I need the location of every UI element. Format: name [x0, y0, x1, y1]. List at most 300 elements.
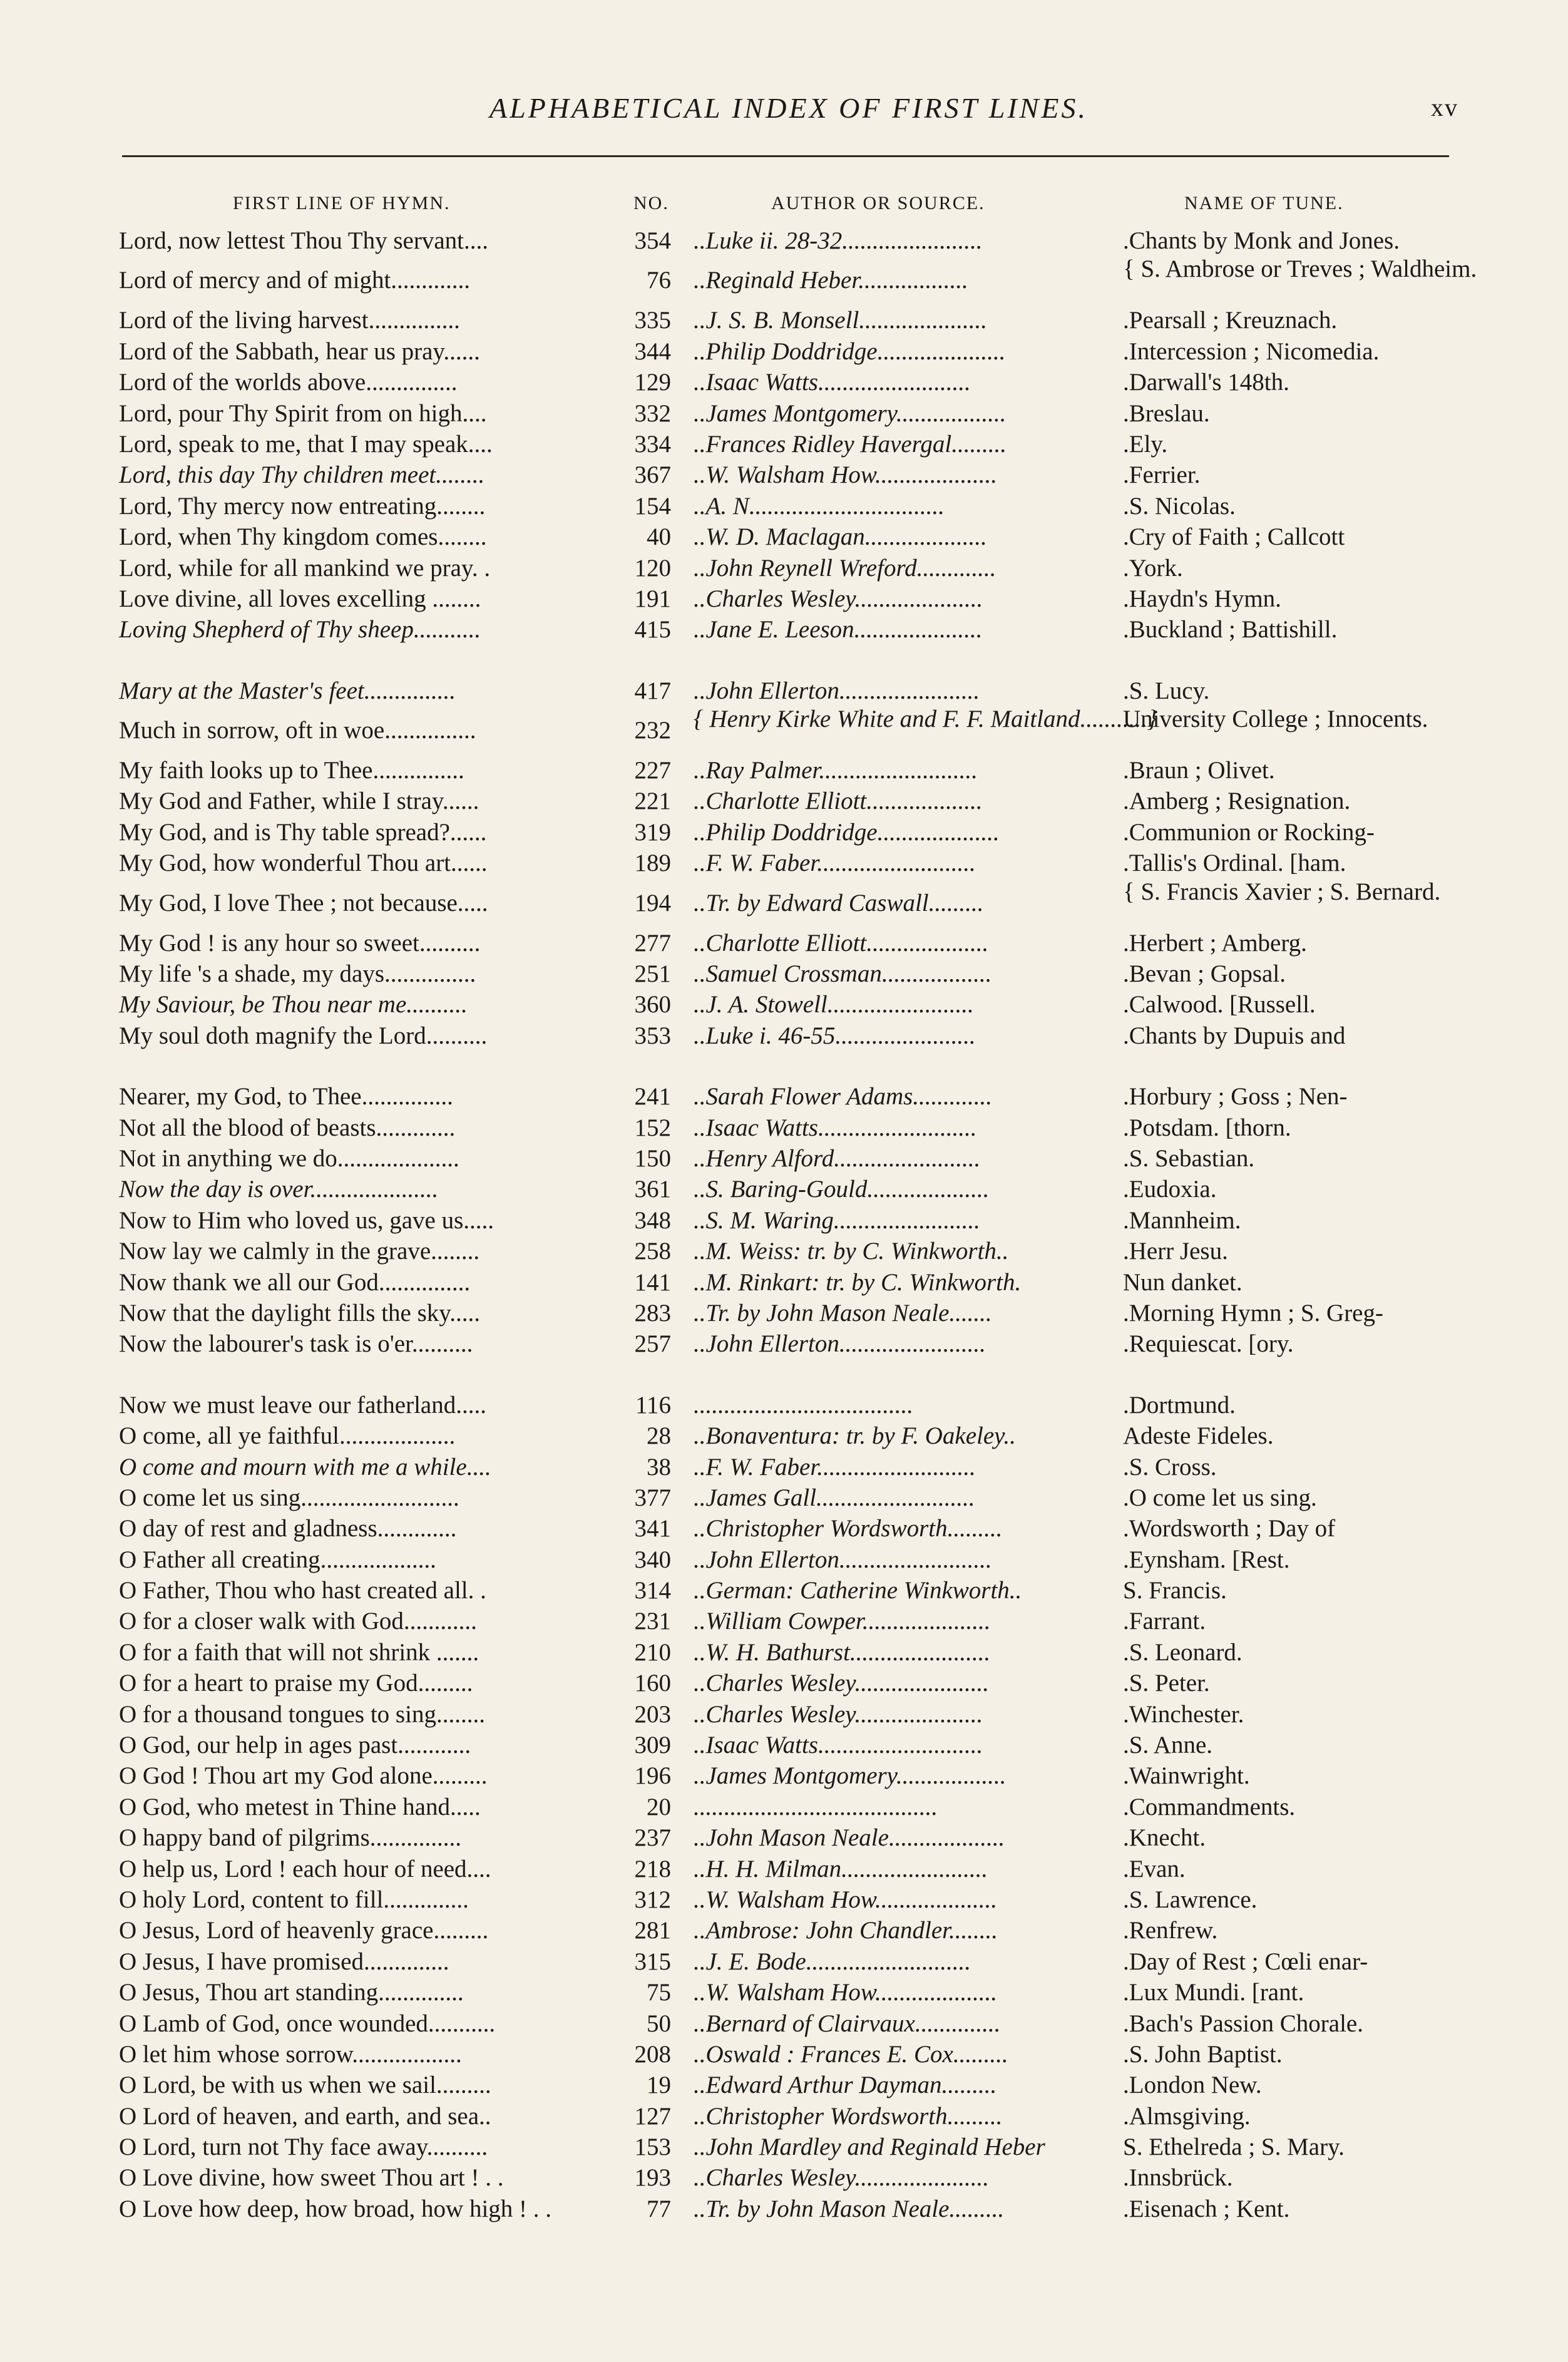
index-entry [0, 1730, 1568, 1760]
index-entry [0, 1792, 1568, 1822]
index-entry [0, 1298, 1568, 1328]
tune-name: .S. Lawrence. [1123, 1886, 1258, 1913]
hymn-number: 367 [634, 461, 671, 489]
tune-name: .Morning Hymn ; S. Greg- [1123, 1299, 1383, 1327]
author-source: ..Charles Wesley...................... [694, 2164, 989, 2192]
first-line-text: Lord, while for all mankind we pray. . [119, 554, 491, 582]
author-source: ..Philip Doddridge.................... [694, 818, 1000, 846]
first-line-text: Now to Him who loved us, gave us..... [119, 1206, 494, 1234]
index-entry [0, 1420, 1568, 1451]
author-source: ..German: Catherine Winkworth.. [694, 1577, 1022, 1605]
index-entry [0, 1760, 1568, 1791]
tune-name: .Chants by Dupuis and [1123, 1022, 1346, 1049]
author-source: ..W. Walsham How.................... [694, 1886, 998, 1913]
tune-name: .Winchester. [1123, 1700, 1244, 1728]
tune-name: .Horbury ; Goss ; Nen- [1123, 1083, 1348, 1111]
author-source: ..John Ellerton........................ [694, 1330, 986, 1358]
author-source: ..Bonaventura: tr. by F. Oakeley.. [694, 1422, 1016, 1450]
index-entries [0, 225, 1568, 2224]
index-entry [0, 1699, 1568, 1730]
index-entry [0, 2132, 1568, 2162]
first-line-text: My God and Father, while I stray...... [119, 788, 479, 815]
author-source: ..Ambrose: John Chandler........ [694, 1917, 998, 1944]
index-entry [0, 1977, 1568, 2008]
first-line-text: My life 's a shade, my days............... [119, 960, 476, 988]
author-source: ..Jane E. Leeson..................... [694, 616, 983, 644]
tune-name: { S. Francis Xavier ; S. Bernard. [1123, 878, 1441, 905]
index-entry [0, 1854, 1568, 1884]
first-line-text: Nearer, my God, to Thee............... [119, 1083, 453, 1111]
first-line-text: O let him whose sorrow.................. [119, 2040, 462, 2068]
column-header-author: AUTHOR OR SOURCE. [771, 193, 985, 213]
hymn-number: 153 [634, 2134, 671, 2161]
first-line-text: Lord of the living harvest............... [119, 307, 460, 334]
tune-name: .Ferrier. [1123, 461, 1201, 489]
first-line-text: O day of rest and gladness............. [119, 1515, 457, 1543]
index-entry [0, 2101, 1568, 2132]
author-source: ..John Ellerton......................... [694, 1546, 992, 1573]
index-entry [0, 928, 1568, 958]
index-entry [0, 614, 1568, 645]
author-source: ..Philip Doddridge..................... [694, 337, 1006, 365]
author-source: ..John Mason Neale................... [694, 1824, 1005, 1852]
index-entry [0, 2162, 1568, 2193]
tune-name: S. Francis. [1123, 1577, 1227, 1605]
index-entry [0, 336, 1568, 367]
index-entry [0, 1236, 1568, 1266]
hymn-number: 28 [647, 1422, 671, 1450]
author-source: ..Bernard of Clairvaux.............. [694, 2010, 1001, 2037]
index-entry [0, 989, 1568, 1020]
author-source: .................................... [694, 1391, 913, 1419]
first-line-text: My God ! is any hour so sweet.......... [119, 929, 481, 957]
first-line-text: My God, how wonderful Thou art...... [119, 850, 488, 877]
author-source: ..James Montgomery.................. [694, 1762, 1007, 1790]
column-header-first-line: FIRST LINE OF HYMN. [233, 193, 451, 213]
hymn-number: 210 [634, 1638, 671, 1666]
author-source: ..Frances Ridley Havergal......... [694, 430, 1007, 458]
tune-name: .S. John Baptist. [1123, 2040, 1283, 2068]
hymn-number: 312 [634, 1886, 671, 1913]
tune-name: .S. Cross. [1123, 1453, 1217, 1481]
first-line-text: Lord, speak to me, that I may speak.... [119, 430, 493, 458]
index-entry [0, 521, 1568, 552]
hymn-number: 348 [634, 1206, 671, 1234]
first-line-text: Much in sorrow, oft in woe............... [119, 717, 476, 744]
hymn-number: 314 [634, 1577, 671, 1605]
index-entry [0, 1328, 1568, 1359]
tune-name: .Potsdam. [thorn. [1123, 1114, 1291, 1141]
hymn-number: 257 [634, 1330, 671, 1358]
author-source: ..Charlotte Elliott.................... [694, 929, 989, 957]
author-source: ..Reginald Heber.................. [694, 267, 968, 294]
first-line-text: O Jesus, Lord of heavenly grace......... [119, 1917, 489, 1944]
index-entry [0, 1143, 1568, 1174]
author-source: ..S. M. Waring........................ [694, 1206, 980, 1234]
author-source: ..Charles Wesley...................... [694, 1670, 989, 1697]
hymn-number: 193 [634, 2164, 671, 2192]
hymn-number: 315 [634, 1948, 671, 1975]
index-entry [0, 225, 1568, 256]
tune-name: .Amberg ; Resignation. [1123, 788, 1351, 815]
tune-name: .Commandments. [1123, 1793, 1296, 1820]
first-line-text: O for a thousand tongues to sing........ [119, 1700, 485, 1728]
first-line-text: O Love how deep, how broad, how high ! . . [119, 2195, 552, 2222]
page-title: ALPHABETICAL INDEX OF FIRST LINES. [489, 92, 1088, 124]
author-source: ..Oswald : Frances E. Cox......... [694, 2040, 1008, 2068]
tune-name: .O come let us sing. [1123, 1484, 1317, 1511]
index-entry [0, 1174, 1568, 1204]
index-entry [0, 675, 1568, 706]
hymn-number: 341 [634, 1515, 671, 1543]
first-line-text: O for a closer walk with God............ [119, 1608, 477, 1635]
first-line-text: My soul doth magnify the Lord.......... [119, 1022, 488, 1049]
tune-name: .Pearsall ; Kreuznach. [1123, 307, 1338, 334]
first-line-text: Lord, this day Thy children meet........ [119, 461, 485, 489]
tune-name: Nun danket. [1123, 1268, 1243, 1296]
tune-name: .Wainwright. [1123, 1762, 1250, 1790]
first-line-text: Now thank we all our God............... [119, 1268, 471, 1296]
index-entry [0, 2070, 1568, 2100]
first-line-text: Lord, when Thy kingdom comes........ [119, 523, 487, 551]
index-entry [0, 1884, 1568, 1915]
index-entry [0, 1513, 1568, 1544]
hymn-number: 227 [634, 757, 671, 784]
first-line-text: O Father all creating................... [119, 1546, 436, 1573]
index-entry [0, 958, 1568, 989]
first-line-text: Lord, Thy mercy now entreating........ [119, 492, 486, 520]
author-source: ..W. Walsham How.................... [694, 1979, 998, 2006]
tune-name: .Eudoxia. [1123, 1176, 1217, 1203]
index-entry [0, 848, 1568, 878]
first-line-text: Lord, now lettest Thou Thy servant.... [119, 227, 488, 254]
first-line-text: O Lord, be with us when we sail......... [119, 2072, 491, 2099]
first-line-text: O for a faith that will not shrink ....... [119, 1638, 479, 1666]
tune-name: .Breslau. [1123, 399, 1210, 427]
index-entry [0, 1112, 1568, 1143]
hymn-number: 354 [634, 227, 671, 254]
index-entry [0, 1482, 1568, 1513]
author-source: ..John Reynell Wreford............. [694, 554, 997, 582]
hymn-number: 417 [634, 677, 671, 704]
hymn-number: 191 [634, 585, 671, 612]
tune-name: .Darwall's 148th. [1123, 369, 1289, 396]
hymn-number: 127 [634, 2102, 671, 2130]
tune-name: University College ; Innocents. [1123, 706, 1428, 733]
hymn-number: 221 [634, 788, 671, 815]
tune-name: .Almsgiving. [1123, 2102, 1251, 2130]
author-source: ..James Montgomery.................. [694, 399, 1007, 427]
tune-name: .Innsbrück. [1123, 2164, 1233, 2192]
first-line-text: O God ! Thou art my God alone......... [119, 1762, 488, 1790]
author-source: ..F. W. Faber.......................... [694, 1453, 976, 1481]
index-entry [0, 491, 1568, 521]
first-line-text: My God, and is Thy table spread?...... [119, 818, 487, 846]
hymn-number: 75 [647, 1979, 671, 2006]
tune-name: .Evan. [1123, 1855, 1186, 1882]
index-entry [0, 1606, 1568, 1636]
index-entry [0, 1822, 1568, 1853]
first-line-text: Not all the blood of beasts............. [119, 1114, 456, 1141]
tune-name: .London New. [1123, 2072, 1262, 2099]
tune-name: { S. Ambrose or Treves ; Waldheim. [1123, 255, 1477, 283]
first-line-text: Loving Shepherd of Thy sheep........... [119, 616, 481, 644]
tune-name: .Braun ; Olivet. [1123, 757, 1275, 784]
tune-name: .S. Peter. [1123, 1670, 1210, 1697]
hymn-number: 237 [634, 1824, 671, 1852]
hymn-number: 116 [635, 1391, 671, 1419]
first-line-text: Now the labourer's task is o'er.......... [119, 1330, 473, 1358]
author-source: { Henry Kirke White and F. F. Maitland...........} [694, 706, 1157, 733]
tune-name: Adeste Fideles. [1123, 1422, 1274, 1450]
index-entry [0, 1081, 1568, 1112]
hymn-number: 129 [634, 369, 671, 396]
first-line-text: O Jesus, I have promised.............. [119, 1948, 449, 1975]
first-line-text: O Lord, turn not Thy face away.......... [119, 2134, 488, 2161]
author-source: ..J. A. Stowell........................ [694, 991, 974, 1019]
first-line-text: O holy Lord, content to fill.............. [119, 1886, 469, 1913]
first-line-text: Now we must leave our fatherland..... [119, 1391, 486, 1419]
tune-name: .Chants by Monk and Jones. [1123, 227, 1400, 254]
author-source: ..John Ellerton....................... [694, 677, 980, 704]
author-source: ..J. S. B. Monsell..................... [694, 307, 988, 334]
first-line-text: O come, all ye faithful................... [119, 1422, 456, 1450]
first-line-text: O Father, Thou who hast created all. . [119, 1577, 486, 1605]
tune-name: .S. Nicolas. [1123, 492, 1236, 520]
first-line-text: O Love divine, how sweet Thou art ! . . [119, 2164, 504, 2192]
hymn-number: 150 [634, 1144, 671, 1172]
index-entry [0, 583, 1568, 614]
author-source: ..Tr. by John Mason Neale......... [694, 2195, 1005, 2222]
index-entry [0, 1575, 1568, 1606]
column-header-number: NO. [633, 193, 669, 213]
hymn-number: 377 [634, 1484, 671, 1511]
first-line-text: Mary at the Master's feet............... [119, 677, 456, 704]
index-entry [0, 1668, 1568, 1698]
tune-name: .Farrant. [1123, 1608, 1206, 1635]
index-entry [0, 786, 1568, 816]
index-entry [0, 1267, 1568, 1298]
author-source: ..William Cowper..................... [694, 1608, 991, 1635]
tune-name: .Tallis's Ordinal. [ham. [1123, 850, 1346, 877]
hymn-number: 120 [634, 554, 671, 582]
first-line-text: O come and mourn with me a while.... [119, 1453, 491, 1481]
index-entry [0, 1637, 1568, 1668]
index-entry [0, 398, 1568, 429]
hymn-number: 203 [634, 1700, 671, 1728]
tune-name: .Bach's Passion Chorale. [1123, 2010, 1363, 2037]
tune-name: .S. Sebastian. [1123, 1144, 1255, 1172]
tune-name: .Communion or Rocking- [1123, 818, 1375, 846]
tune-name: .S. Lucy. [1123, 677, 1210, 704]
author-source: ..H. H. Milman........................ [694, 1855, 988, 1882]
tune-name: .S. Leonard. [1123, 1638, 1243, 1666]
column-header-tune: NAME OF TUNE. [1184, 193, 1344, 213]
hymn-number: 141 [634, 1268, 671, 1296]
tune-name: .Day of Rest ; Cœli enar- [1123, 1948, 1368, 1975]
tune-name: .Lux Mundi. [rant. [1123, 1979, 1304, 2006]
tune-name: .Wordsworth ; Day of [1123, 1515, 1336, 1543]
author-source: ..Isaac Watts........................... [694, 1732, 983, 1759]
hymn-number: 340 [634, 1546, 671, 1573]
author-source: ..Charlotte Elliott................... [694, 788, 983, 815]
hymn-number: 344 [634, 337, 671, 365]
column-headers [0, 193, 1568, 218]
hymn-number: 309 [634, 1732, 671, 1759]
author-source: ..Sarah Flower Adams............. [694, 1083, 993, 1111]
tune-name: .Herbert ; Amberg. [1123, 929, 1307, 957]
hymn-number: 38 [647, 1453, 671, 1481]
first-line-text: Lord of the Sabbath, hear us pray...... [119, 337, 480, 365]
first-line-text: O Lamb of God, once wounded........... [119, 2010, 496, 2037]
tune-name: .Bevan ; Gopsal. [1123, 960, 1286, 988]
index-entry [0, 429, 1568, 460]
index-entry [0, 553, 1568, 583]
first-line-text: O help us, Lord ! each hour of need.... [119, 1855, 491, 1882]
index-entry [0, 706, 1568, 755]
hymn-number: 335 [634, 307, 671, 334]
hymn-number: 334 [634, 430, 671, 458]
hymn-number: 77 [647, 2195, 671, 2222]
tune-name: .Intercession ; Nicomedia. [1123, 337, 1380, 365]
tune-name: .S. Anne. [1123, 1732, 1213, 1759]
index-entry [0, 367, 1568, 398]
author-source: ..Edward Arthur Dayman......... [694, 2072, 997, 2099]
hymn-number: 281 [634, 1917, 671, 1944]
hymn-number: 251 [634, 960, 671, 988]
author-source: ..Tr. by John Mason Neale....... [694, 1299, 992, 1327]
hymn-number: 40 [647, 523, 671, 551]
author-source: ..James Gall.......................... [694, 1484, 975, 1511]
author-source: ..John Mardley and Reginald Heber [694, 2134, 1045, 2161]
first-line-text: My Saviour, be Thou near me.......... [119, 991, 468, 1019]
author-source: ..Tr. by Edward Caswall......... [694, 889, 984, 917]
hymn-number: 218 [634, 1855, 671, 1882]
first-line-text: Love divine, all loves excelling ........ [119, 585, 481, 612]
author-source: ..Ray Palmer.......................... [694, 757, 978, 784]
tune-name: S. Ethelreda ; S. Mary. [1123, 2134, 1345, 2161]
author-source: ..A. N................................ [694, 492, 945, 520]
tune-name: .Calwood. [Russell. [1123, 991, 1316, 1019]
hymn-number: 231 [634, 1608, 671, 1635]
hymn-number: 241 [634, 1083, 671, 1111]
hymn-number: 154 [634, 492, 671, 520]
author-source: ..W. D. Maclagan.................... [694, 523, 987, 551]
author-source: ..W. H. Bathurst....................... [694, 1638, 991, 1666]
first-line-text: Not in anything we do.................... [119, 1144, 459, 1172]
tune-name: .Cry of Faith ; Callcott [1123, 523, 1345, 551]
index-entry [0, 256, 1568, 305]
tune-name: .Knecht. [1123, 1824, 1206, 1852]
first-line-text: My God, I love Thee ; not because..... [119, 889, 488, 917]
first-line-text: Lord, pour Thy Spirit from on high.... [119, 399, 487, 427]
author-source: ..Christopher Wordsworth......... [694, 1515, 1003, 1543]
author-source: ........................................ [694, 1793, 938, 1820]
index-entry [0, 1544, 1568, 1575]
author-source: ..J. E. Bode........................... [694, 1948, 971, 1975]
hymn-number: 76 [647, 267, 671, 294]
first-line-text: Lord of mercy and of might............. [119, 267, 471, 294]
hymn-number: 160 [634, 1670, 671, 1697]
first-line-text: Lord of the worlds above............... [119, 369, 458, 396]
index-entry [0, 817, 1568, 848]
first-line-text: O for a heart to praise my God......... [119, 1670, 473, 1697]
author-source: ..Henry Alford........................ [694, 1144, 981, 1172]
hymn-number: 319 [634, 818, 671, 846]
first-line-text: O Lord of heaven, and earth, and sea.. [119, 2102, 491, 2130]
author-source: ..F. W. Faber.......................... [694, 850, 976, 877]
hymn-number: 20 [647, 1793, 671, 1820]
tune-name: .Herr Jesu. [1123, 1238, 1228, 1265]
index-entry [0, 755, 1568, 786]
hymn-number: 353 [634, 1022, 671, 1049]
first-line-text: Now the day is over..................... [119, 1176, 439, 1203]
first-line-text: My faith looks up to Thee............... [119, 757, 464, 784]
hymn-number: 283 [634, 1299, 671, 1327]
index-entry [0, 2194, 1568, 2224]
author-source: ..Charles Wesley..................... [694, 585, 983, 612]
index-entry [0, 305, 1568, 336]
index-entry [0, 879, 1568, 928]
hymn-number: 152 [634, 1114, 671, 1141]
first-line-text: O Jesus, Thou art standing.............. [119, 1979, 464, 2006]
header-rule [122, 155, 1449, 157]
hymn-number: 277 [634, 929, 671, 957]
index-entry [0, 2008, 1568, 2039]
tune-name: .Renfrew. [1123, 1917, 1218, 1944]
author-source: ..Charles Wesley..................... [694, 1700, 983, 1728]
tune-name: .Eisenach ; Kent. [1123, 2195, 1290, 2222]
hymn-number: 50 [647, 2010, 671, 2037]
first-line-text: O happy band of pilgrims............... [119, 1824, 462, 1852]
tune-name: .York. [1123, 554, 1183, 582]
hymn-number: 361 [634, 1176, 671, 1203]
tune-name: .Dortmund. [1123, 1391, 1236, 1419]
author-source: ..Isaac Watts.......................... [694, 1114, 977, 1141]
index-entry [0, 1946, 1568, 1977]
hymn-number: 360 [634, 991, 671, 1019]
tune-name: .Buckland ; Battishill. [1123, 616, 1338, 644]
index-entry [0, 1020, 1568, 1051]
hymn-number: 415 [634, 616, 671, 644]
author-source: ..M. Weiss: tr. by C. Winkworth.. [694, 1238, 1009, 1265]
author-source: ..Luke ii. 28-32....................... [694, 227, 983, 254]
tune-name: .Ely. [1123, 430, 1168, 458]
hymn-number: 189 [634, 850, 671, 877]
index-entry [0, 1205, 1568, 1236]
index-entry [0, 460, 1568, 490]
hymn-number: 196 [634, 1762, 671, 1790]
author-source: ..M. Rinkart: tr. by C. Winkworth. [694, 1268, 1022, 1296]
tune-name: .Eynsham. [Rest. [1123, 1546, 1290, 1573]
tune-name: .Requiescat. [ory. [1123, 1330, 1294, 1358]
index-entry [0, 1390, 1568, 1420]
author-source: ..Luke i. 46-55....................... [694, 1022, 976, 1049]
author-source: ..W. Walsham How.................... [694, 461, 998, 489]
page-number: xv [1431, 93, 1458, 121]
tune-name: .Mannheim. [1123, 1206, 1241, 1234]
running-head [119, 88, 1458, 131]
author-source: ..Isaac Watts......................... [694, 369, 971, 396]
index-entry [0, 1915, 1568, 1946]
index-entry [0, 1452, 1568, 1482]
hymn-number: 258 [634, 1238, 671, 1265]
hymn-number: 19 [647, 2072, 671, 2099]
author-source: ..Christopher Wordsworth......... [694, 2102, 1003, 2130]
hymn-number: 332 [634, 399, 671, 427]
hymn-number: 232 [634, 717, 671, 744]
index-entry [0, 2039, 1568, 2070]
